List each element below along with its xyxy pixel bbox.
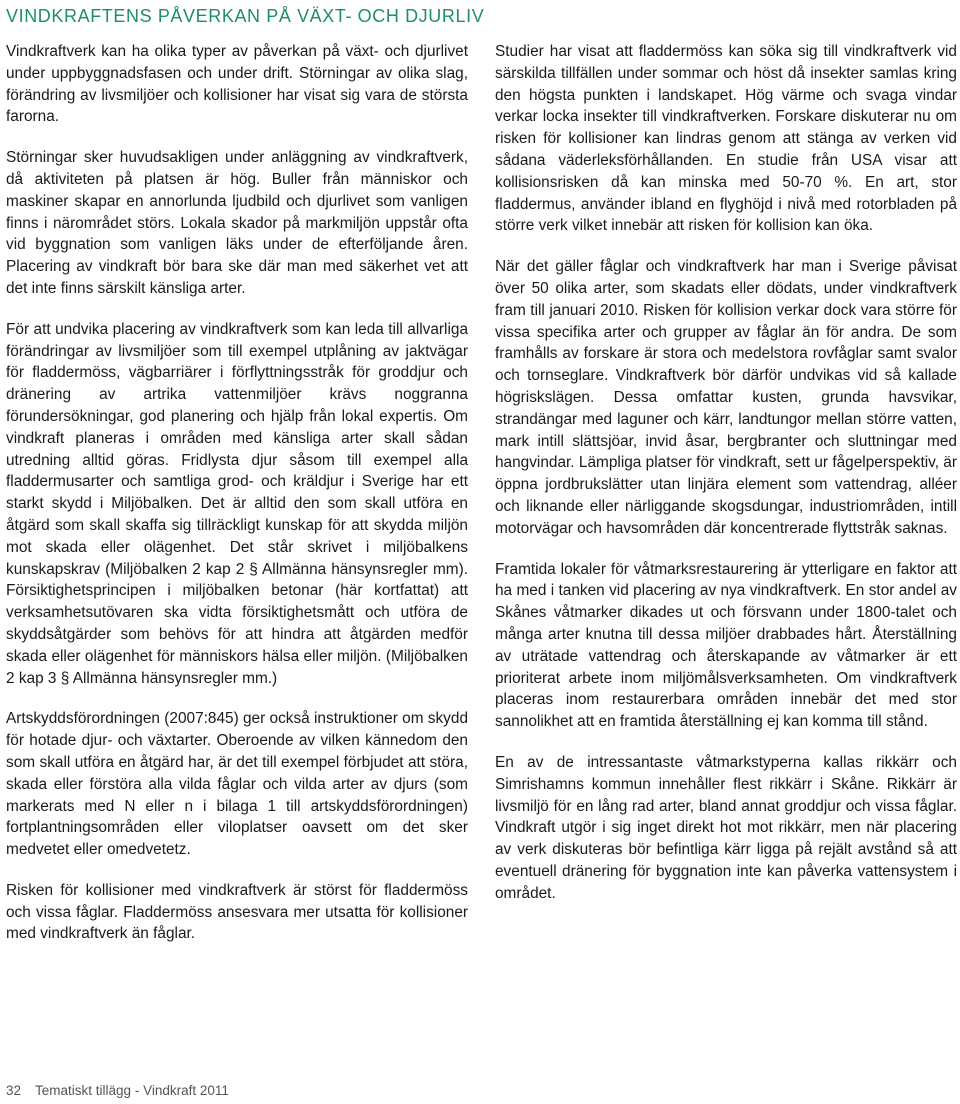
paragraph: Studier har visat att fladdermöss kan söka sig till vindkraftverk vid särskilda tillfällen under sommar och höst då insekter samlas kring den högsta punkten i landskapet. Hög värme och svaga vindar verkar locka insekter till vindkraftverken. Forskare diskuterar nu om risken för kollisioner kan lindras genom att stänga av verken vid sådana väderleksförhållanden. En studie från USA visar att kollisionsrisken då kan minska med 50-70 %. En art, stor fladdermus, använder ibland en flyghöjd i nivå med rotorbladen på större verk vilket innebär att risken för kollision kan öka. [495, 43, 957, 235]
paragraph: Framtida lokaler för våtmarksrestaurering är ytterligare en faktor att ha med i tanken vid placering av nya vindkraftverk. En stor andel av Skånes våtmarker dikades ut och försvann under 1800-talet och många arter knutna till dessa miljöer drabbades hårt. Återställning av uträtade vattendrag och återskapande av våtmarker är ett prioriterat arbete inom miljömålsverksamheten. Om vindkraftverk placeras inom restaurerbara områden innebär det med stor sannolikhet att en framtida återställning ej kan komma till stånd. [495, 560, 957, 731]
page-title: VINDKRAFTENS PÅVERKAN PÅ VÄXT- OCH DJURLIV [6, 6, 485, 26]
paragraph: För att undvika placering av vindkraftverk som kan leda till allvarliga förändringar av livsmiljöer som till exempel utplåning av jaktvägar för fladdermöss, vägbarriärer i förflyttningsstråk för groddjur och dränering av artrika vattenmiljöer krävs noggranna förundersökningar, god planering och hjälp från lokal expertis. Om vindkraft planeras i områden med känsliga arter skall sådan utredning alltid göras. Fridlysta djur såsom till exempel alla fladdermusarter och samtliga grod- och kräldjur i Sverige har ett starkt skydd i Miljöbalken. Det är alltid den som skall utföra en åtgärd som skall skaffa sig tillräckligt kunskap för att skydda miljön mot skada eller olägenhet. Det står skrivet i miljöbalkens kunskapskrav (Miljöbalken 2 kap 2 § Allmänna hänsynsregler mm). Försiktighetsprincipen i miljöbalken betonar (här kortfattat) att verksamhetsutövaren ska vidta försiktighetsmått och utföra de skyddsåtgärder som behövs för att hindra att åtgärden medför skada eller olägenhet för människors hälsa eller miljön. (Miljöbalken 2 kap 3 § Allmänna hänsynsregler mm.) [6, 320, 468, 687]
left-column [6, 41, 468, 964]
page-number: 32 [6, 1083, 22, 1098]
paragraph: Risken för kollisioner med vindkraftverk är störst för fladdermöss och vissa fåglar. Fladdermöss ansesvara mer utsatta för kollisioner med vindkraftverk än fåglar. [6, 881, 468, 943]
paragraph: Artskyddsförordningen (2007:845) ger också instruktioner om skydd för hotade djur- och växtarter. Oberoende av vilken kännedom den som skall utföra en åtgärd har, är det till exempel förbjudet att störa, skada eller förstöra alla vilda fåglar och vilda arter av djurs (som markerats med N eller n i bilaga 1 till artskyddsförordningen) fortplantningsområden eller viloplatser oavsett om det sker medvetet eller omedvetetz. [6, 710, 468, 859]
paragraph: En av de intressantaste våtmarkstyperna kallas rikkärr och Simrishamns kommun innehåller flest rikkärr i Skåne. Rikkärr är livsmiljö för en lång rad arter, bland annat groddjur och vissa fåglar. Vindkraft utgör i sig inget direkt hot mot rikkärr, men när placering av verk diskuteras bör befintliga kärr ligga på rejält avstånd så att eventuell dränering för byggnation inte kan påverka vattensystem i området. [495, 753, 957, 902]
right-column [495, 41, 957, 923]
paragraph: Störningar sker huvudsakligen under anläggning av vindkraftverk, då aktiviteten på platsen är hög. Buller från människor och maskiner skapar en annorlunda ljudbild och djurlivet som vanligen finns i närområdet störs. Lokala skador på markmiljön uppstår ofta vid byggnation som vanligen läks under de efterföljande åren. Placering av vindkraft bör bara ske där man med säkerhet vet att det inte finns särskilt känsliga arter. [6, 149, 468, 297]
publication-title: Tematiskt tillägg - Vindkraft 2011 [35, 1083, 229, 1098]
paragraph: Vindkraftverk kan ha olika typer av påverkan på växt- och djurlivet under uppbyggnadsfasen och under drift. Störningar av olika slag, förändring av livsmiljöer och kollisioner har visat sig vara de största farorna. [6, 43, 468, 126]
paragraph: När det gäller fåglar och vindkraftverk har man i Sverige påvisat över 50 olika arter, som skadats eller dödats, under vindkraftverk fram till januari 2010. Risken för kollision verkar dock vara större för vissa specifika arter och grupper av fåglar än för andra. De som framhålls av forskare är stora och medelstora rovfåglar samt svalor och tornseglare. Vindkraftverk bör därför undvikas vid så kallade högriskslägen. Dessa omfattar kusten, grunda havsvikar, strandängar med laguner och kärr, landtungor mellan större vatten, mark intill slättsjöar, invid åsar, bergbranter och sluttningar med hangvindar. Lämpliga platser för vindkraft, sett ur fågelperspektiv, är öppna jordbrukslätter utan linjära element som vattendrag, alléer och liknande eller närliggande skogsdungar, industriområden, intill motorvägar och havsområden där koncentrerade flyttstråk saknas. [495, 258, 957, 537]
page-footer [6, 1083, 229, 1098]
